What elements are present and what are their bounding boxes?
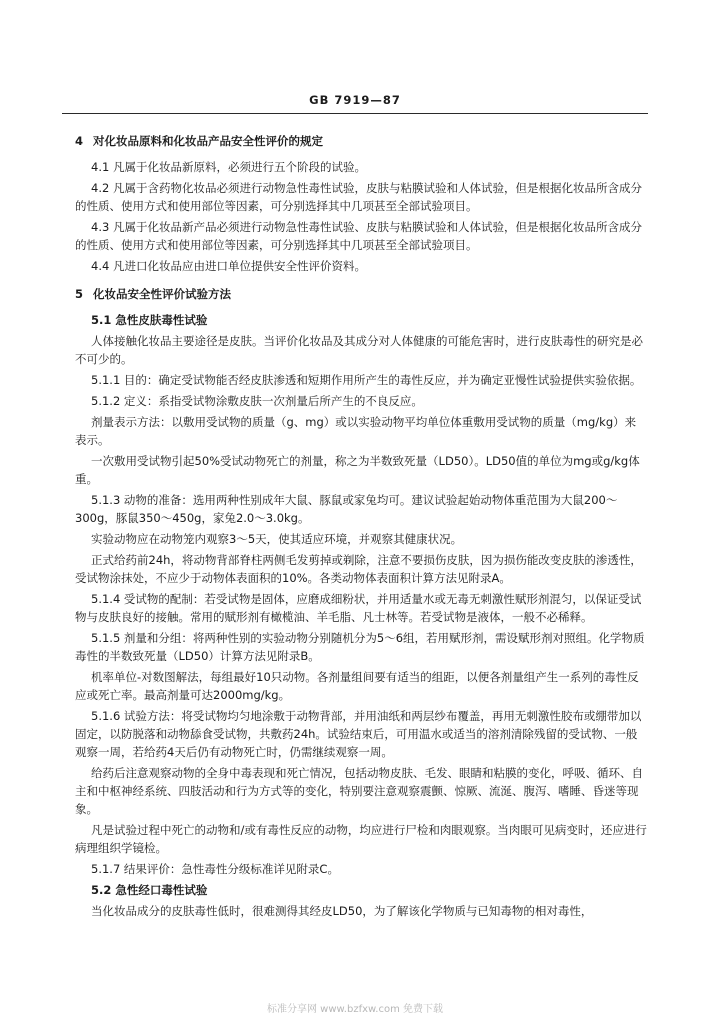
section-number: 4 — [75, 134, 84, 148]
clause-5-1-3: 5.1.3 动物的准备：选用两种性别成年大鼠、豚鼠或家兔均可。建议试验起始动物体重范围为大鼠200～300g，豚鼠350～450g，家兔2.0～3.0kg。 — [75, 493, 618, 525]
section-title: 化妆品安全性评价试验方法 — [93, 287, 231, 301]
clause-5-1-7: 5.1.7 结果评价：急性毒性分级标准详见附录C。 — [91, 862, 339, 876]
paragraph: 一次敷用受试物引起50%受试动物死亡的剂量，称之为半数致死量（LD50）。LD50值的单位为mg或g/kg体重。 — [75, 454, 640, 486]
section-title: 对化妆品原料和化妆品产品安全性评价的规定 — [93, 134, 323, 148]
paragraph: 剂量表示方法：以敷用受试物的质量（g、mg）或以实验动物平均单位体重敷用受试物的质量（mg/kg）来表示。 — [75, 415, 637, 447]
document-body — [75, 132, 647, 920]
paragraph: 人体接触化妆品主要途径是皮肤。当评价化妆品及其成分对人体健康的可能危害时，进行皮肤毒性的研究是必不可少的。 — [75, 334, 643, 366]
paragraph: 当化妆品成分的皮肤毒性低时，很难测得其经皮LD50，为了解该化学物质与已知毒物的相对毒性， — [91, 904, 593, 918]
subsection-5-1-heading: 5.1 急性皮肤毒性试验 — [91, 313, 208, 327]
clause-4-4: 4.4 凡进口化妆品应由进口单位提供安全性评价资料。 — [91, 259, 366, 273]
clause-5-1-4: 5.1.4 受试物的配制：若受试物是固体，应磨成细粉状，并用适量水或无毒无刺激性赋形剂混匀，以保证受试物与皮肤良好的接触。常用的赋形剂有橄榄油、羊毛脂、凡士林等。若受试物是液体，一般不必稀释。 — [75, 592, 642, 624]
paragraph: 机率单位-对数图解法，每组最好10只动物。各剂量组间要有适当的组距，以便各剂量组产生一系列的毒性反应或死亡率。最高剂量可达2000mg/kg。 — [75, 670, 639, 702]
clause-4-3: 4.3 凡属于化妆品新产品必须进行动物急性毒性试验、皮肤与粘膜试验和人体试验，但是根据化妆品所含成分的性质、使用方式和使用部位等因素，可分别选择其中几项甚至全部试验项目。 — [75, 220, 642, 252]
subsection-5-2-heading: 5.2 急性经口毒性试验 — [91, 883, 208, 897]
section-4-heading — [75, 132, 647, 150]
clause-5-1-5: 5.1.5 剂量和分组：将两种性别的实验动物分别随机分为5～6组，若用赋形剂，需设赋形剂对照组。化学物质毒性的半数致死量（LD50）计算方法见附录B。 — [75, 631, 645, 663]
clause-5-1-6: 5.1.6 试验方法：将受试物均匀地涂敷于动物背部，并用油纸和两层纱布覆盖，再用无刺激性胶布或绷带加以固定，以防脱落和动物舔食受试物，共敷药24h。试验结束后，可用温水或适当的溶剂清除残留的受试物、一般观察一周，若给药4天后仍有动物死亡时，仍需继续观察一周。 — [75, 709, 642, 759]
section-5-heading — [75, 285, 647, 303]
section-number: 5 — [75, 287, 84, 301]
header-rule — [62, 113, 648, 114]
clause-4-1: 4.1 凡属于化妆品新原料，必须进行五个阶段的试验。 — [91, 160, 366, 174]
site-watermark: 标准分享网 www.bzfxw.com 免费下载 — [267, 1004, 443, 1015]
paragraph: 给药后注意观察动物的全身中毒表现和死亡情况，包括动物皮肤、毛发、眼睛和粘膜的变化，呼吸、循环、自主和中枢神经系统、四肢活动和行为方式等的变化，特别要注意观察震颤、惊厥、流涎、腹泻、嗜睡、昏迷等现象。 — [75, 766, 643, 816]
standard-code-header: GB 7919—87 — [309, 93, 401, 107]
paragraph: 正式给药前24h，将动物背部脊柱两侧毛发剪掉或剃除，注意不要损伤皮肤，因为损伤能改变皮肤的渗透性，受试物涂抹处，不应少于动物体表面积的10%。各类动物体表面积计算方法见附录A。 — [75, 553, 642, 585]
paragraph: 凡是试验过程中死亡的动物和/或有毒性反应的动物，均应进行尸检和肉眼观察。当肉眼可见病变时，还应进行病理组织学镜检。 — [75, 823, 647, 855]
paragraph: 实验动物应在动物笼内观察3～5天，使其适应环境，并观察其健康状况。 — [91, 532, 463, 546]
clause-4-2: 4.2 凡属于含药物化妆品必须进行动物急性毒性试验，皮肤与粘膜试验和人体试验，但是根据化妆品所含成分的性质、使用方式和使用部位等因素，可分别选择其中几项甚至全部试验项目。 — [75, 181, 642, 213]
clause-5-1-2: 5.1.2 定义：系指受试物涂敷皮肤一次剂量后所产生的不良反应。 — [91, 394, 423, 408]
clause-5-1-1: 5.1.1 目的：确定受试物能否经皮肤渗透和短期作用所产生的毒性反应，并为确定亚慢性试验提供实验依据。 — [91, 373, 642, 387]
